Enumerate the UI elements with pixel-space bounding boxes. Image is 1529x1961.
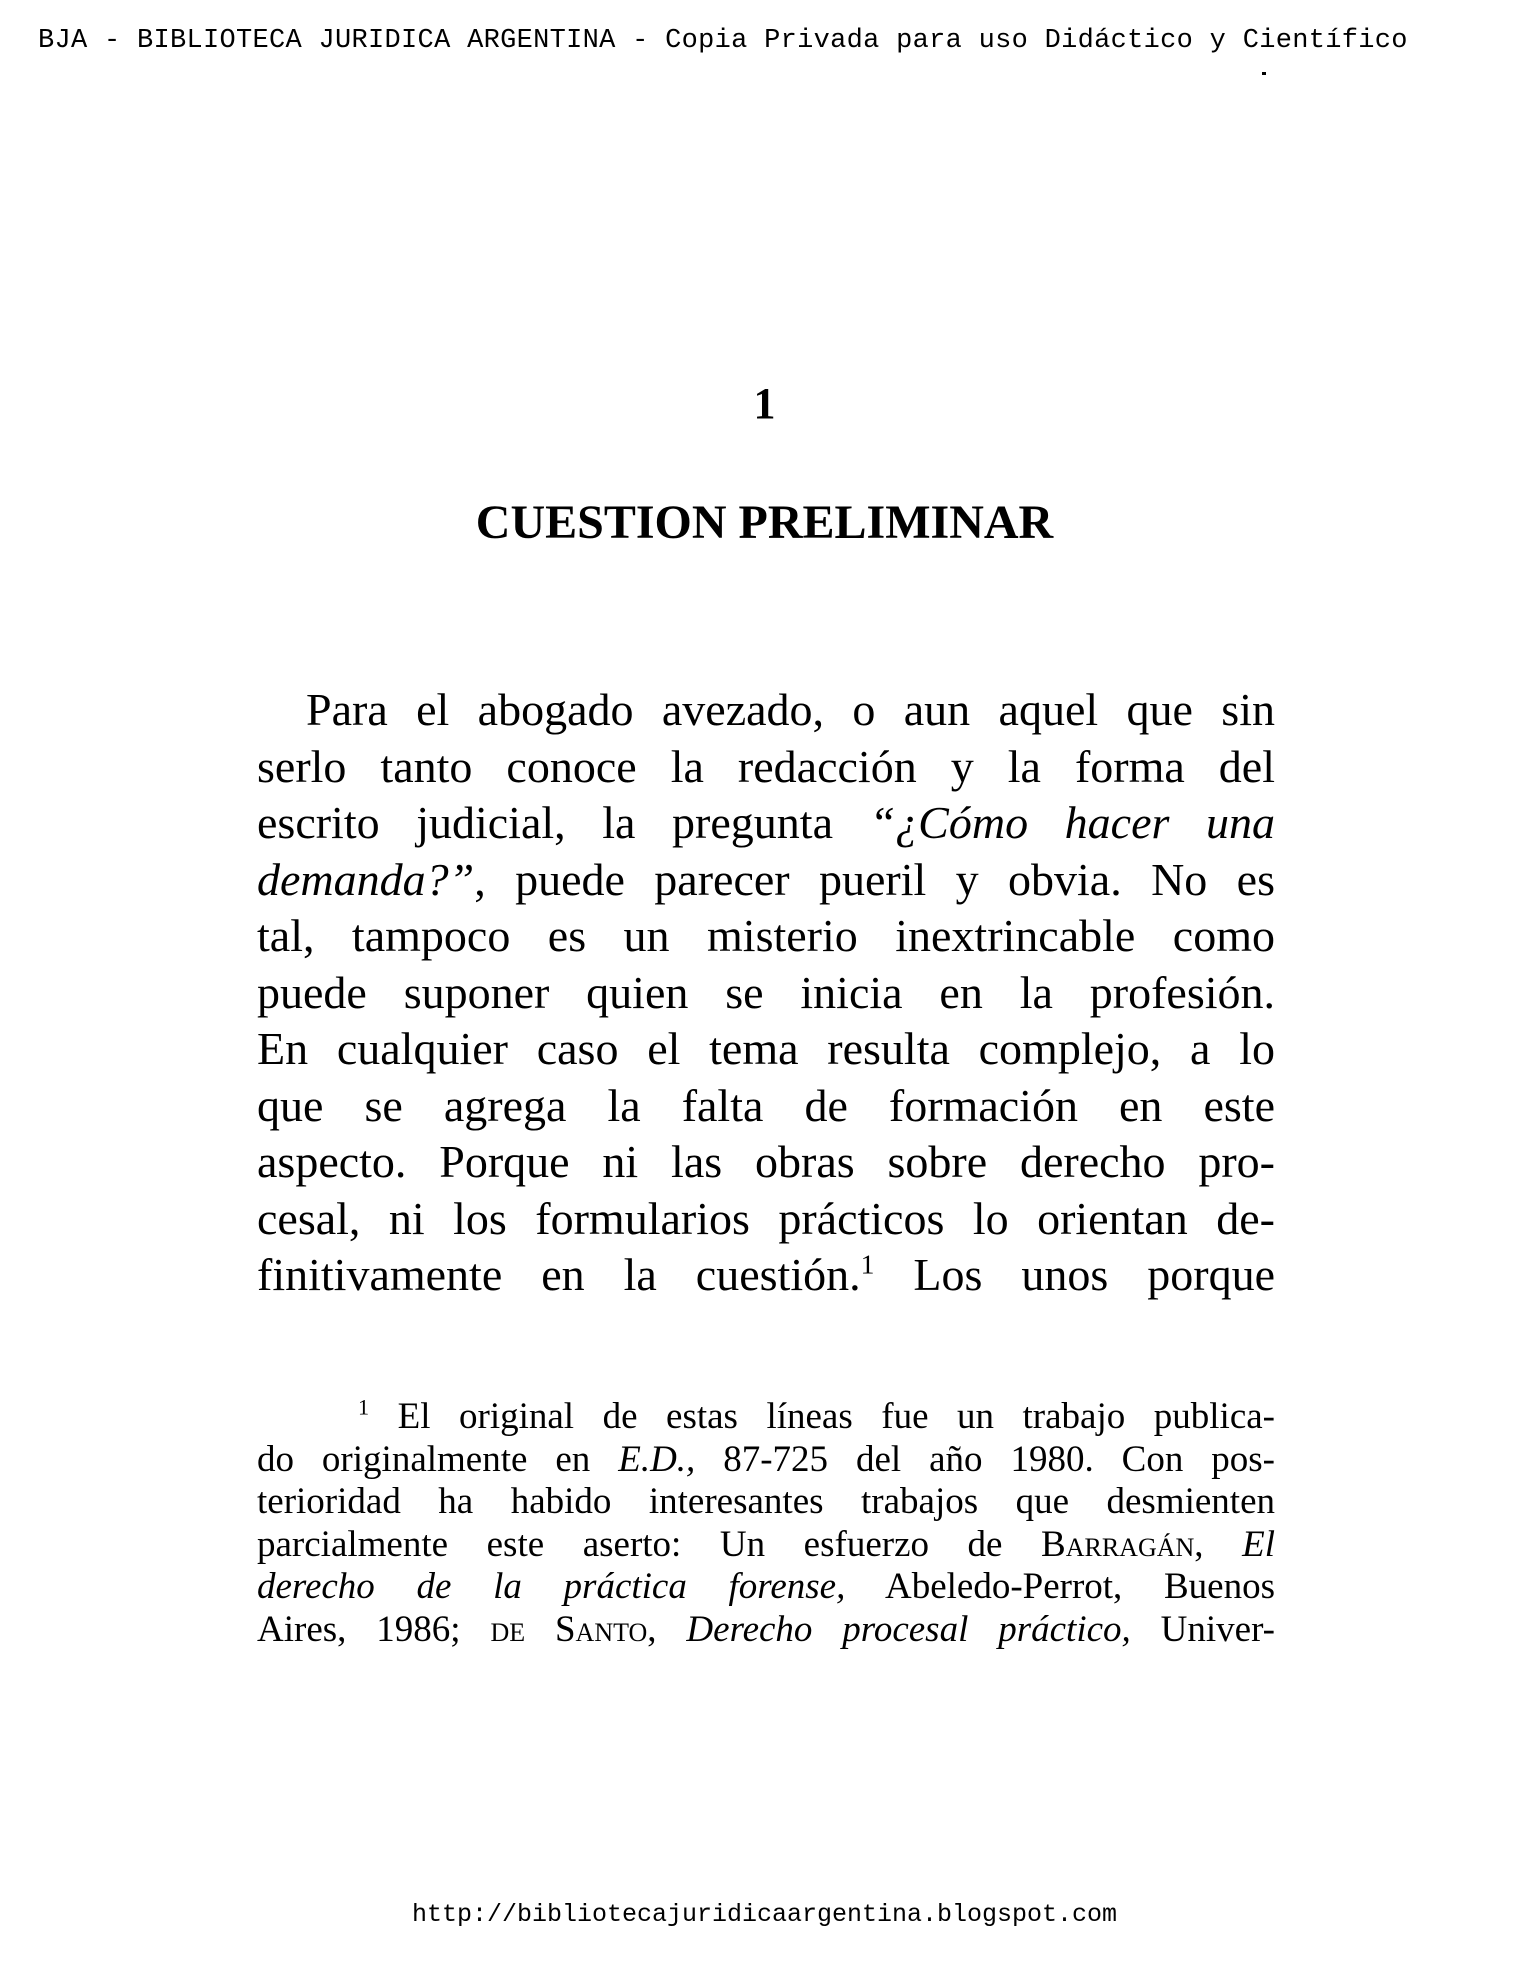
scan-speck [1262, 72, 1266, 75]
body-line: puede suponer quien se inicia en la profesión. [257, 966, 1275, 1018]
book-title-italic: El [1242, 1523, 1276, 1565]
body-text-run: Los unos porque [874, 1249, 1275, 1300]
footnote-text-run: Abeledo-Perrot, Buenos [845, 1566, 1275, 1607]
body-line: cesal, ni los formularios prácticos lo orientan de- [257, 1192, 1275, 1244]
footnote-text-run: , [647, 1608, 687, 1650]
footnote-text-run: Aires, 1986; [257, 1608, 491, 1650]
footnote-line [257, 1439, 1275, 1482]
author-name: Barragán [1041, 1523, 1195, 1565]
question-italic: “¿Cómo hacer una [869, 797, 1275, 848]
body-paragraph [257, 682, 1275, 1304]
footnote-text-run: parcialmente este aserto: Un esfuerzo de [257, 1523, 1042, 1565]
page-footer-url: http://bibliotecajuridicaargentina.blogspot.com [411, 1900, 1118, 1929]
body-line [257, 852, 1275, 909]
footnote-marker: 1 [358, 1394, 370, 1420]
body-line: tal, tampoco es un misterio inextrincable como [257, 910, 1275, 961]
footnote [257, 1396, 1275, 1651]
body-line [257, 795, 1275, 852]
footnote-text-run: 87-725 del año 1980. Con pos- [695, 1438, 1275, 1480]
book-title-italic: Derecho procesal práctico, [686, 1608, 1131, 1650]
body-line [257, 1247, 1275, 1304]
footnote-text-run: Univer- [1130, 1608, 1275, 1650]
body-text-run: escrito judicial, la pregunta [257, 797, 870, 848]
body-line: serlo tanto conoce la redacción y la forma del [257, 740, 1275, 792]
footnote-line [257, 1609, 1275, 1652]
footnote-line: terioridad ha habido interesantes trabajos que desmienten [257, 1481, 1275, 1522]
chapter-number: 1 [753, 379, 776, 428]
footnote-line [257, 1524, 1275, 1567]
page-header: BJA - BIBLIOTECA JURIDICA ARGENTINA - Copia Privada para uso Didáctico y Científico [38, 26, 1408, 56]
book-title-italic: derecho de la práctica forense, [257, 1566, 846, 1607]
body-text-run: , puede parecer pueril y obvia. No es [474, 853, 1275, 905]
author-name: de Santo [490, 1608, 648, 1650]
body-line: Para el abogado avezado, o aun aquel que sin [306, 684, 1275, 735]
citation-italic: E.D., [618, 1438, 696, 1480]
body-line: aspecto. Porque ni las obras sobre derecho pro- [257, 1136, 1275, 1187]
question-italic: demanda?” [257, 853, 475, 905]
footnote-text-run: El original de estas líneas fue un trabajo publica- [369, 1396, 1275, 1437]
footnote-reference: 1 [860, 1248, 875, 1280]
footnote-text-run: do originalmente en [257, 1438, 619, 1480]
footnote-line [257, 1396, 1275, 1439]
chapter-title: CUESTION PRELIMINAR [475, 496, 1054, 549]
body-line: En cualquier caso el tema resulta complejo, a lo [257, 1023, 1275, 1074]
footnote-line [257, 1566, 1275, 1609]
body-text-run: finitivamente en la cuestión. [257, 1249, 861, 1300]
footnote-text-run: , [1194, 1523, 1243, 1565]
body-line: que se agrega la falta de formación en este [257, 1079, 1275, 1131]
